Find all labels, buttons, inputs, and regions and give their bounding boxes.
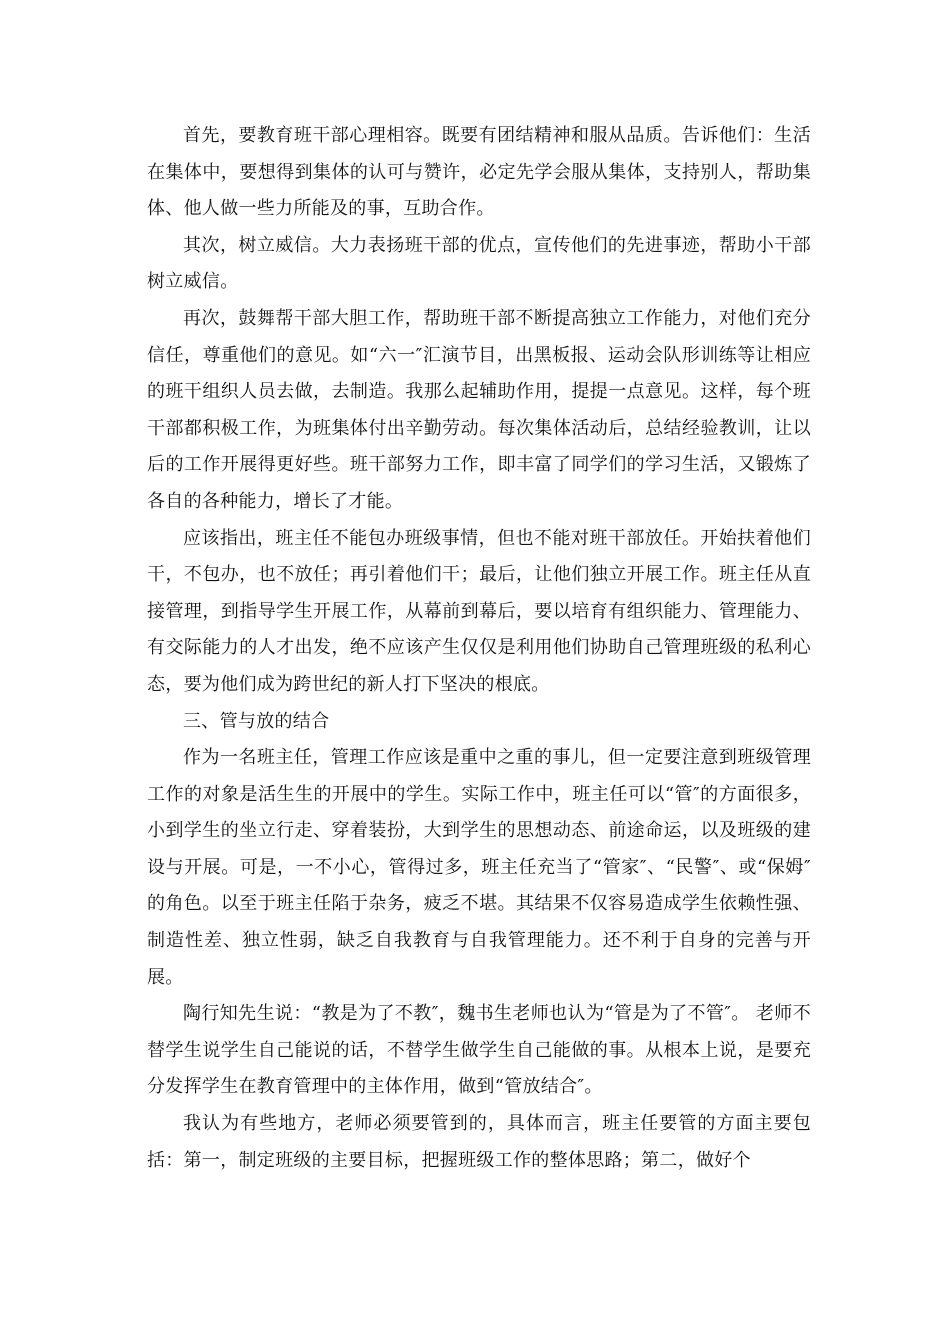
paragraph-2: 其次，树立威信。大力表扬班干部的优点，宣传他们的先进事迹，帮助小干部树立威信。 — [147, 234, 811, 293]
paragraph-6: 陶行知先生说：“教是为了不教″，魏书生老师也认为“管是为了不管″。 老师不替学生说学生自己能说的话，不替学生做学生自己能做的事。从根本上说，是要充分发挥学生在教育管理中的主体作用，做到“管放结合″。 — [147, 1003, 811, 1098]
paragraph-1: 首先，要教育班干部心理相容。既要有团结精神和服从品质。告诉他们：生活在集体中，要想得到集体的认可与赞许，必定先学会服从集体，支持别人，帮助集体、他人做一些力所能及的事，互助合作。 — [147, 125, 811, 220]
paragraph-3: 再次，鼓舞帮干部大胆工作，帮助班干部不断提高独立工作能力，对他们充分信任，尊重他们的意见。如“六一″汇演节目，出黑板报、运动会队形训练等让相应的班干组织人员去做，去制造。我那么起辅助作用，提提一点意见。这样，每个班干部都积极工作，为班集体付出辛勤劳动。每次集体活动后，总结经验教训，让以后的工作开展得更好些。班干部努力工作，即丰富了同学们的学习生活，又锻炼了各自的各种能力，增长了才能。 — [147, 307, 811, 512]
section-heading: 三、管与放的结合 — [183, 710, 330, 732]
paragraph-7: 我认为有些地方，老师必须要管到的，具体而言，班主任要管的方面主要包括：第一，制定班级的主要目标，把握班级工作的整体思路；第二，做好个 — [147, 1113, 811, 1171]
paragraph-4: 应该指出，班主任不能包办班级事情，但也不能对班干部放任。开始扶着他们干，不包办，也不放任；再引着他们干；最后，让他们独立开展工作。班主任从直接管理，到指导学生开展工作，从幕前到幕后，要以培育有组织能力、管理能力、有交际能力的人才出发，绝不应该产生仅仅是利用他们协助自己管理班级的私利心态，要为他们成为跨世纪的新人打下坚决的根底。 — [147, 527, 811, 695]
document-body — [147, 118, 811, 1179]
paragraph-5: 作为一名班主任，管理工作应该是重中之重的事儿，但一定要注意到班级管理工作的对象是活生生的开展中的学生。实际工作中，班主任可以“管″的方面很多，小到学生的坐立行走、穿着装扮，大到学生的思想动态、前途命运，以及班级的建设与开展。可是，一不小心，管得过多，班主任充当了“管家″、“民警″、或“保姆″的角色。以至于班主任陷于杂务，疲乏不堪。其结果不仅容易造成学生依赖性强、制造性差、独立性弱，缺乏自我教育与自我管理能力。还不利于自身的完善与开展。 — [147, 747, 811, 988]
